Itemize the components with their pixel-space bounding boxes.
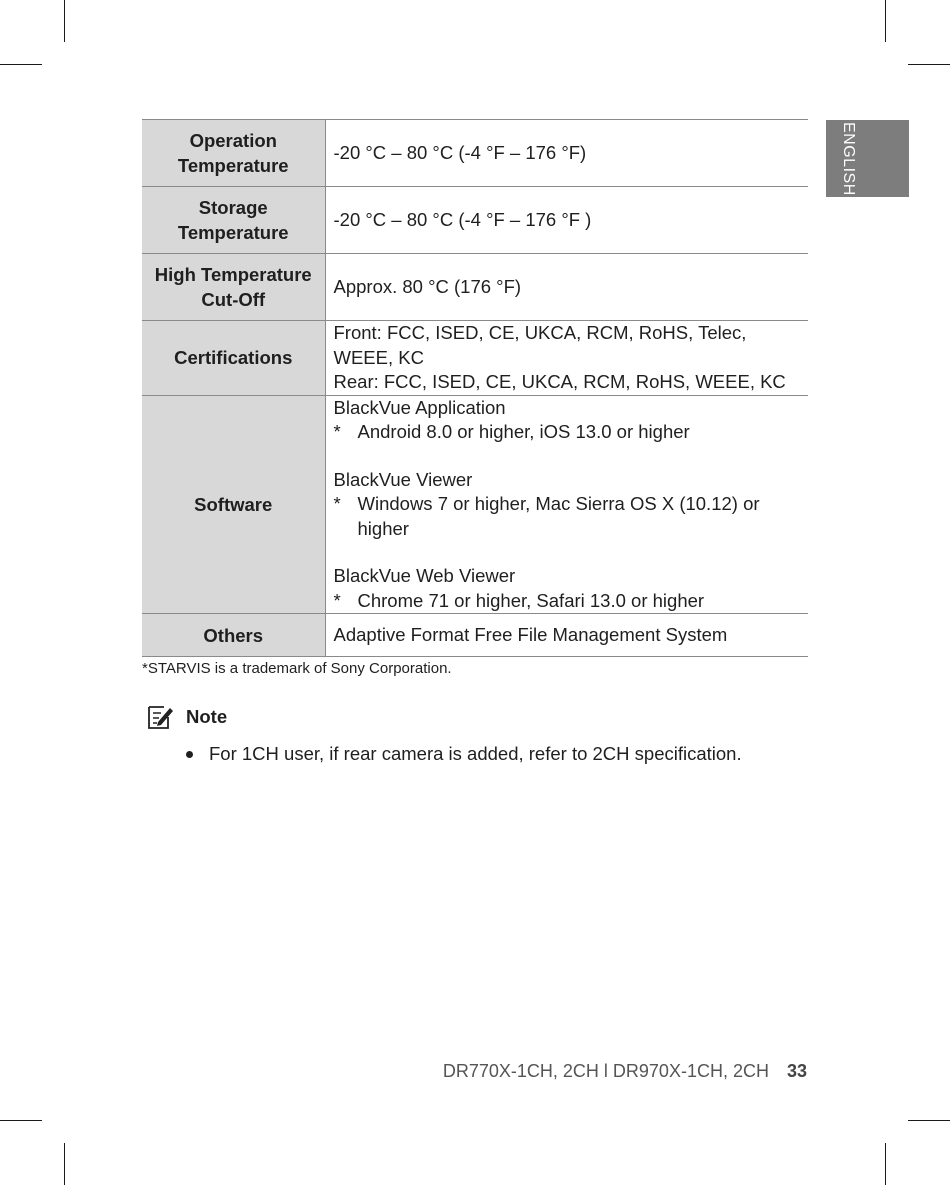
language-tab-label: ENGLISH xyxy=(840,121,857,196)
note-pencil-icon xyxy=(146,703,176,731)
footer-model: DR770X-1CH, 2CH l DR970X-1CH, 2CH xyxy=(442,1061,769,1081)
row-label-line: Software xyxy=(194,493,273,515)
bullet-icon xyxy=(186,751,193,758)
note-header xyxy=(146,703,227,731)
row-label xyxy=(142,254,325,321)
software-requirement xyxy=(334,492,809,541)
asterisk-marker: * xyxy=(333,421,341,442)
software-name: BlackVue Web Viewer xyxy=(333,565,516,586)
row-label xyxy=(142,395,325,614)
row-label-line: Storage xyxy=(198,197,268,218)
row-label xyxy=(142,120,325,187)
software-name: BlackVue Viewer xyxy=(333,468,473,490)
crop-mark xyxy=(908,64,950,65)
crop-mark xyxy=(908,1120,950,1121)
asterisk-marker: * xyxy=(333,589,341,611)
crop-mark xyxy=(64,0,65,42)
row-value-line: Adaptive Format Free File Management System xyxy=(333,623,728,645)
row-label-line: Others xyxy=(203,624,264,646)
crop-mark xyxy=(885,0,886,42)
page-number: 33 xyxy=(786,1061,807,1081)
software-requirement xyxy=(334,589,809,614)
note-title: Note xyxy=(186,706,228,727)
spacer xyxy=(334,541,809,564)
requirement-text: Android 8.0 or higher, iOS 13.0 or higher xyxy=(357,421,690,442)
row-value xyxy=(325,321,808,396)
note-item xyxy=(186,743,742,765)
spacer xyxy=(334,445,809,468)
row-label-line: Temperature xyxy=(177,222,289,243)
crop-mark xyxy=(0,64,42,65)
row-label-line: High Temperature xyxy=(154,264,312,285)
software-name: BlackVue Application xyxy=(333,396,506,418)
row-label-line: Certifications xyxy=(174,347,293,369)
asterisk-marker: * xyxy=(333,493,341,514)
row-value-line: Rear: FCC, ISED, CE, UKCA, RCM, RoHS, WEEE, KC xyxy=(333,371,786,392)
row-label xyxy=(142,187,325,254)
requirement-text: Chrome 71 or higher, Safari 13.0 or higher xyxy=(357,589,705,611)
row-label xyxy=(142,321,325,396)
table-row xyxy=(142,187,808,254)
software-requirement xyxy=(334,420,809,445)
table-row xyxy=(142,395,808,614)
table-row xyxy=(142,321,808,396)
table-row xyxy=(142,120,808,187)
row-label xyxy=(142,614,325,657)
requirement-text: Windows 7 or higher, Mac Sierra OS X (10.12) or higher xyxy=(357,493,760,539)
row-label-line: Temperature xyxy=(177,155,289,176)
row-value xyxy=(325,254,808,321)
row-value xyxy=(325,614,808,657)
row-value-line: -20 °C – 80 °C (-4 °F – 176 °F ) xyxy=(333,208,592,230)
row-label-line: Operation xyxy=(189,130,277,151)
language-tab xyxy=(826,120,909,197)
crop-mark xyxy=(885,1143,886,1185)
row-value-line: Approx. 80 °C (176 °F) xyxy=(333,275,522,297)
spec-table xyxy=(142,119,808,657)
note-item-text: For 1CH user, if rear camera is added, refer to 2CH specification. xyxy=(209,743,742,764)
table-row xyxy=(142,614,808,657)
software-list xyxy=(325,395,808,614)
crop-mark xyxy=(0,1120,42,1121)
row-value xyxy=(325,187,808,254)
row-value xyxy=(325,120,808,187)
row-label-line: Cut-Off xyxy=(201,289,266,310)
crop-mark xyxy=(64,1143,65,1185)
row-value-line: -20 °C – 80 °C (-4 °F – 176 °F) xyxy=(333,141,587,163)
footnote: *STARVIS is a trademark of Sony Corporation. xyxy=(142,660,452,677)
row-value-line: Front: FCC, ISED, CE, UKCA, RCM, RoHS, Telec, WEEE, KC xyxy=(333,322,747,368)
table-row xyxy=(142,254,808,321)
page-footer xyxy=(443,1061,807,1082)
